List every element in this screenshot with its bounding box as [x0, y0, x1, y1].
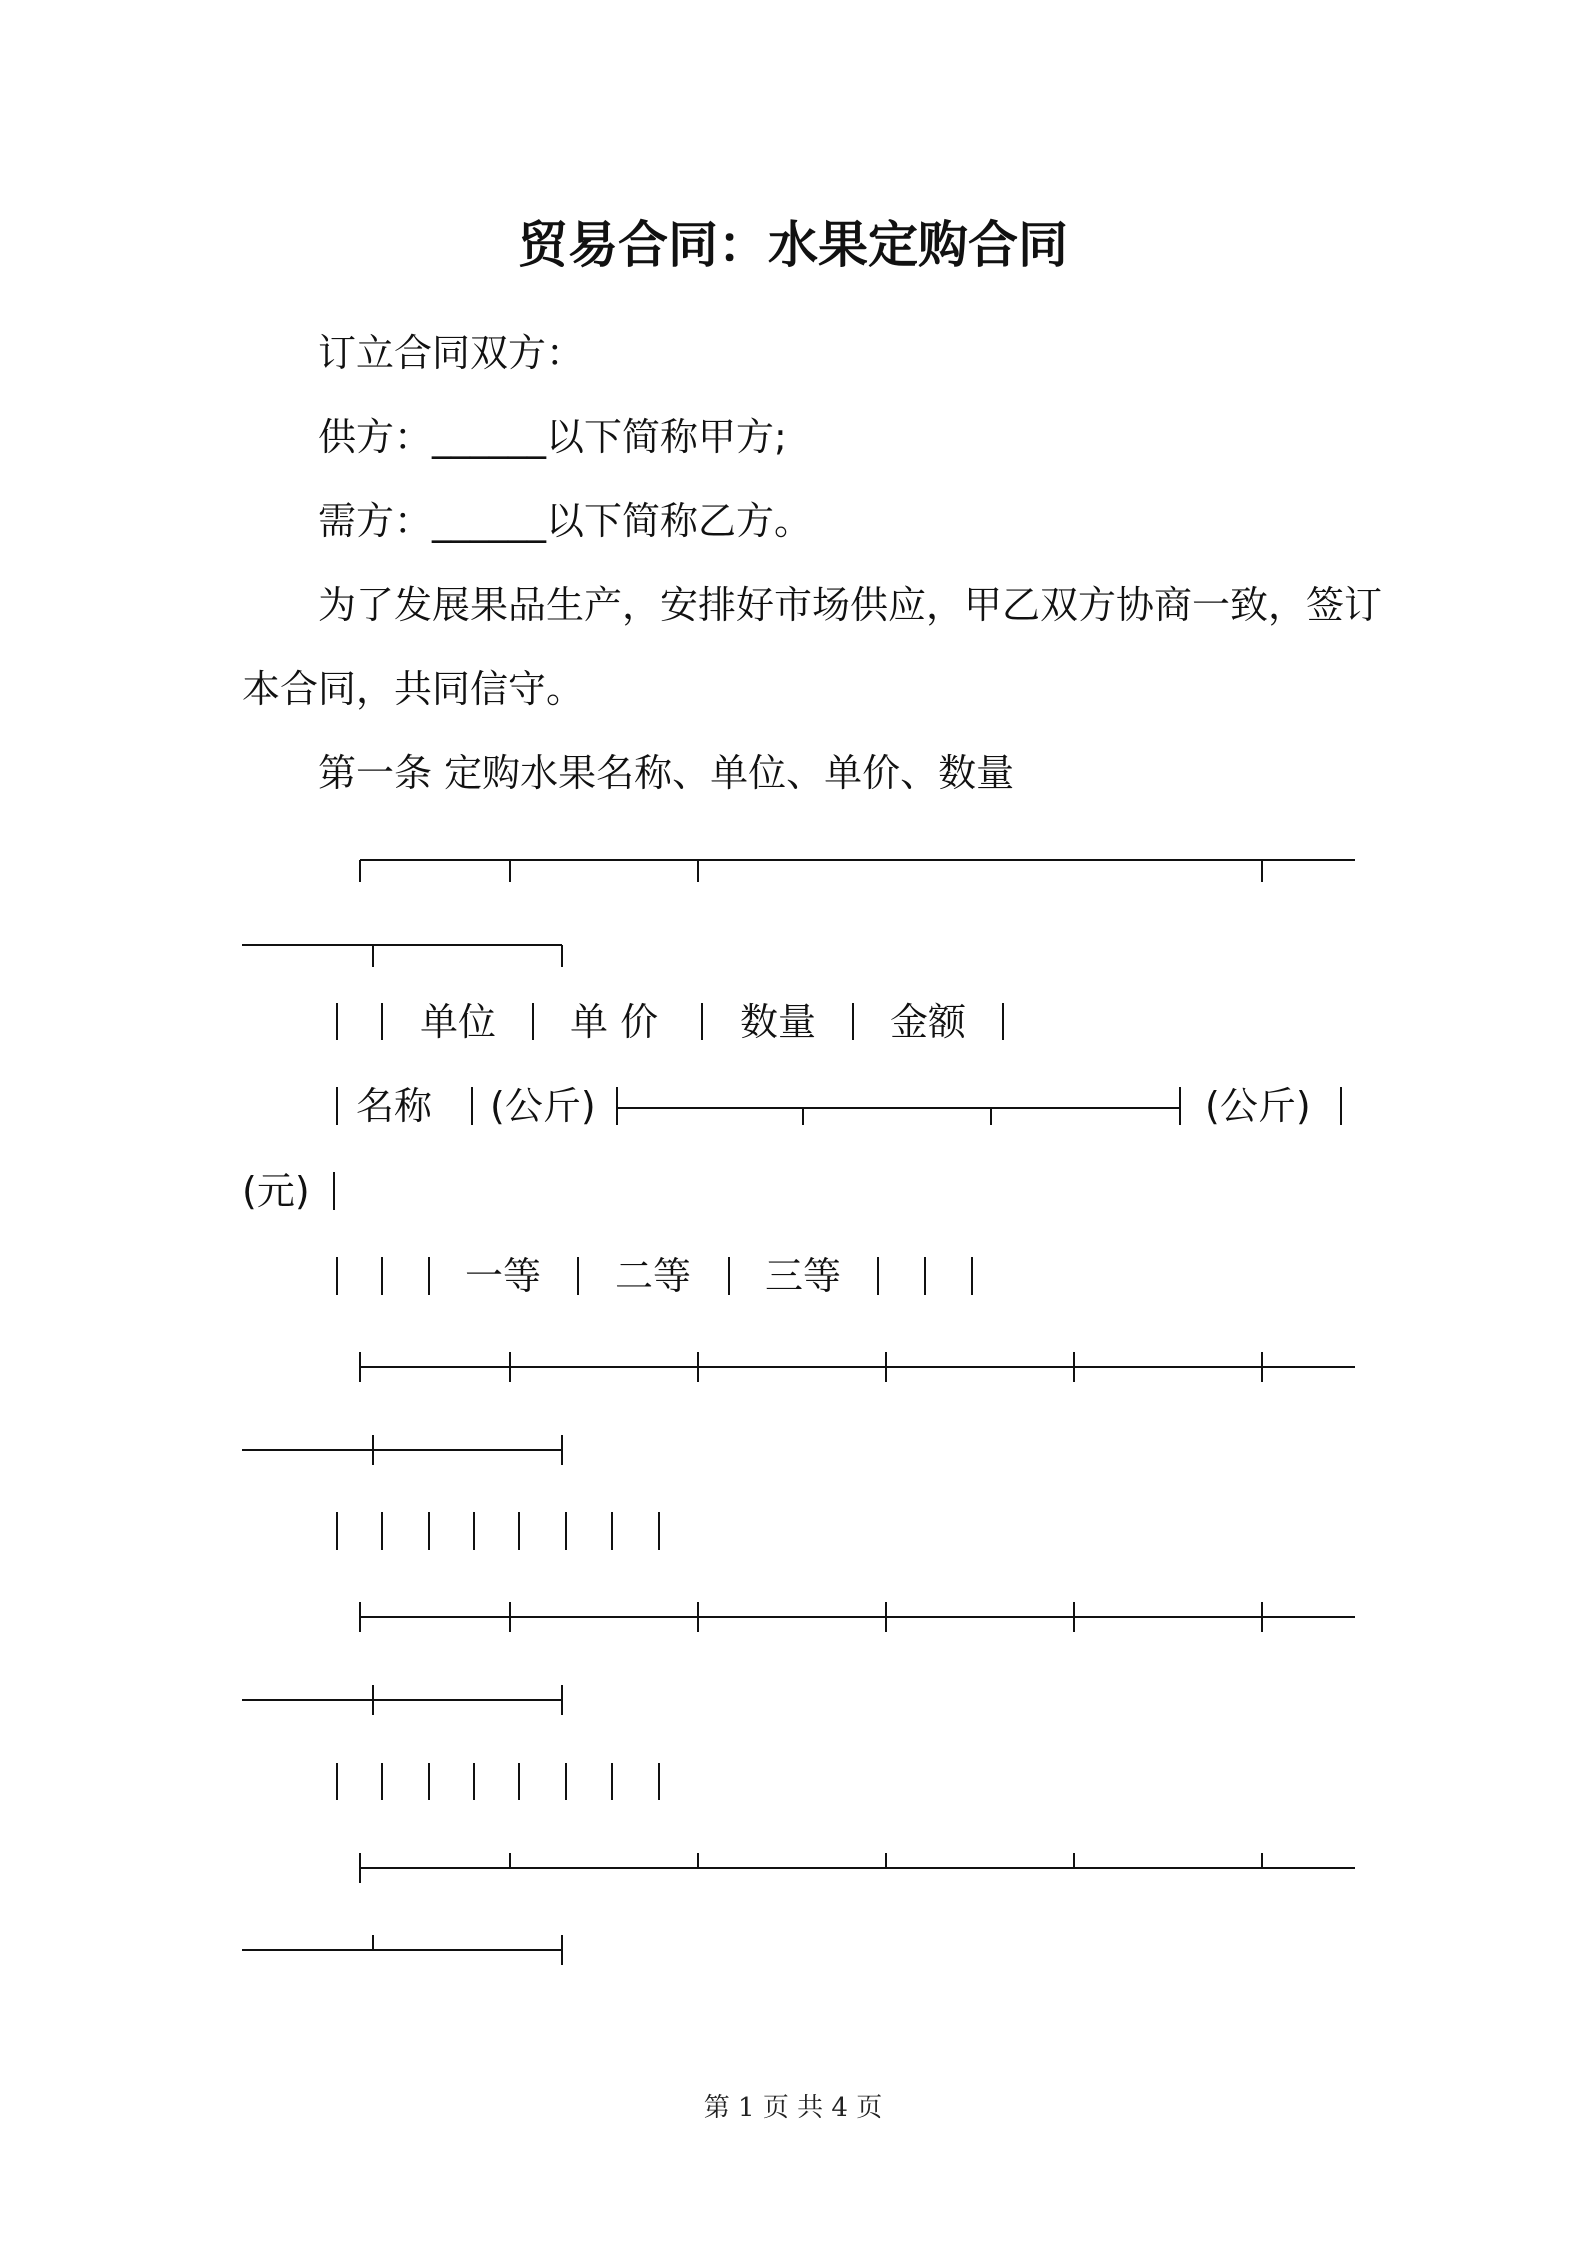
- page-number: 第 1 页 共 4 页: [703, 2093, 883, 2123]
- header-amount: 金额: [890, 1000, 967, 1044]
- header-quantity: 数量: [740, 1000, 817, 1044]
- grade-third: 三等: [765, 1254, 842, 1298]
- header-unit-price: 单 价: [570, 1000, 659, 1044]
- parties-heading: 订立合同双方：: [318, 331, 585, 375]
- grade-first: 一等: [465, 1254, 542, 1298]
- supplier-line: 供方：______以下简称甲方;: [318, 415, 787, 459]
- article-1-heading: 第一条 定购水果名称、单位、单价、数量: [318, 751, 1015, 795]
- intro-line-2: 本合同，共同信守。: [242, 667, 585, 711]
- label-kg-right: (公斤): [1205, 1084, 1311, 1128]
- label-name: 名称: [356, 1084, 433, 1128]
- label-yuan: (元): [242, 1169, 310, 1213]
- header-unit: 单位: [420, 1000, 497, 1044]
- label-kg-left: (公斤): [490, 1084, 596, 1128]
- intro-line-1: 为了发展果品生产，安排好市场供应，甲乙双方协商一致，签订: [318, 583, 1383, 627]
- grade-second: 二等: [615, 1254, 692, 1298]
- document-title: 贸易合同：水果定购合同: [518, 216, 1068, 274]
- buyer-line: 需方：______以下简称乙方。: [318, 499, 813, 543]
